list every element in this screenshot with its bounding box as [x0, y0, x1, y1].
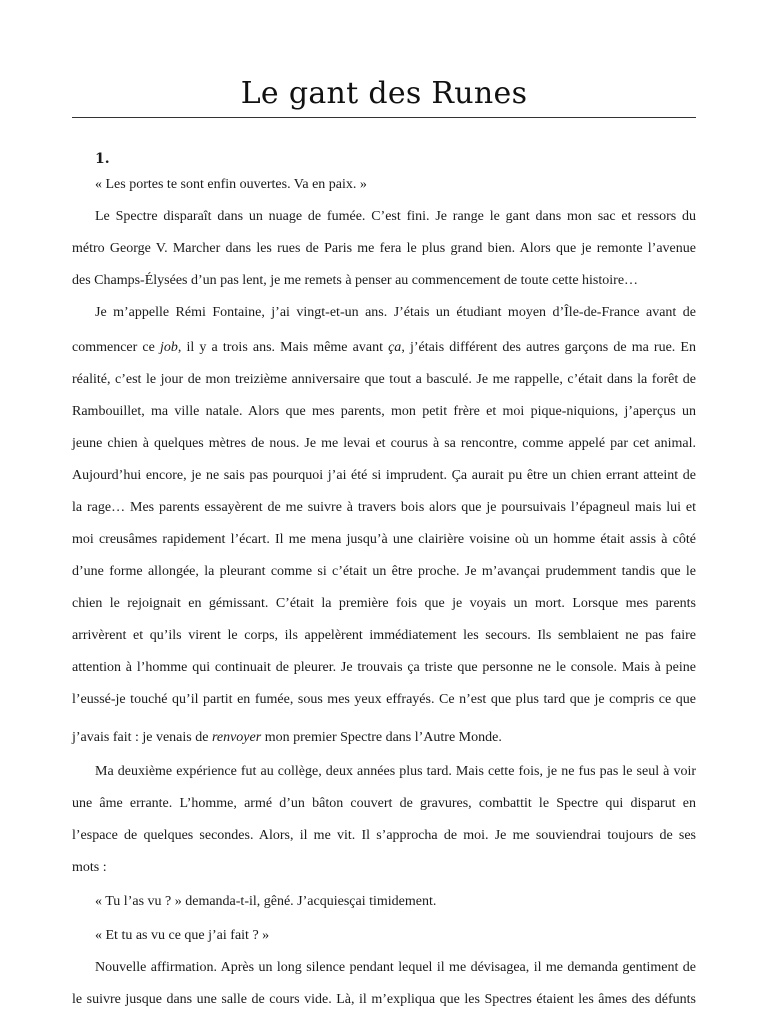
italic-word: job — [159, 340, 178, 355]
text-line: attention à l’homme qui continuait de pleurer. Je trouvais ça triste que personne ne le console. Mais à peine — [72, 660, 696, 675]
text-run: , il y a trois ans. Mais même avant — [177, 340, 389, 355]
text-run: , j’étais différent des autres garçons de ma rue. En — [401, 340, 696, 355]
text-line: Aujourd’hui encore, je ne sais pas pourquoi j’ai été si imprudent. Ça aurait pu être un chien errant atteint de — [72, 468, 696, 483]
text-line: Nouvelle affirmation. Après un long silence pendant lequel il me dévisagea, il me demanda gentiment de — [95, 960, 696, 975]
text-line — [72, 728, 696, 748]
text-line: jeune chien à quelques mètres de nous. Je me levai et courus à sa rencontre, comme appelé par cet animal. — [72, 436, 696, 451]
chapter-heading: 1. — [95, 151, 110, 167]
title-divider — [72, 117, 696, 118]
text-line: chien le rejoignait en gémissant. C’était la première fois que je voyais un mort. Lorsque mes parents — [72, 596, 696, 611]
page-title: Le gant des Runes — [240, 76, 528, 111]
text-line: arrivèrent et qu’ils virent le corps, ils appelèrent immédiatement les secours. Ils semblaient ne pas faire — [72, 628, 696, 643]
text-line: la rage… Mes parents essayèrent de me suivre à travers bois alors que je poursuivais l’épagneul mais lui et — [72, 500, 696, 515]
text-line: réalité, c’est le jour de mon treizième anniversaire que tout a basculé. Je me rappelle, c’était dans la forêt de — [72, 372, 696, 387]
text-line: métro George V. Marcher dans les rues de Paris me fera le plus grand bien. Alors que je remonte l’avenue — [72, 241, 696, 256]
text-line: le suivre jusque dans une salle de cours vide. Là, il m’expliqua que les Spectres étaient les âmes des défunts — [72, 992, 696, 1007]
text-run: mon premier Spectre dans l’Autre Monde. — [261, 730, 502, 745]
text-line: moi creusâmes rapidement l’écart. Il me mena jusqu’à une clairière voisine où un homme était assis à côté — [72, 532, 696, 547]
text-line: Je m’appelle Rémi Fontaine, j’ai vingt-et-un ans. J’étais un étudiant moyen d’Île-de-France avant de — [95, 305, 696, 320]
text-line: « Les portes te sont enfin ouvertes. Va en paix. » — [95, 177, 367, 192]
text-line: une âme errante. L’homme, armé d’un bâton couvert de gravures, combattit le Spectre qui disparut en — [72, 796, 696, 811]
text-line: Ma deuxième expérience fut au collège, deux années plus tard. Mais cette fois, je ne fus pas le seul à voir — [95, 764, 696, 779]
text-line: « Tu l’as vu ? » demanda-t-il, gêné. J’acquiesçai timidement. — [95, 894, 437, 909]
text-run: j’avais fait : je venais de — [72, 730, 212, 745]
text-line — [72, 338, 696, 358]
text-run: commencer ce — [72, 340, 160, 355]
text-line: l’espace de quelques secondes. Alors, il me vit. Il s’approcha de moi. Je me souviendrai toujours de ses — [72, 828, 696, 843]
text-line: Le Spectre disparaît dans un nuage de fumée. C’est fini. Je range le gant dans mon sac et ressors du — [95, 209, 696, 224]
text-line: l’eussé-je touché qu’il partit en fumée, sous mes yeux effrayés. Ce n’est que plus tard que je compris ce que — [72, 692, 696, 707]
text-line: mots : — [72, 860, 107, 875]
text-line: « Et tu as vu ce que j’ai fait ? » — [95, 928, 270, 943]
italic-word: renvoyer — [211, 730, 262, 745]
text-line: des Champs-Élysées d’un pas lent, je me remets à penser au commencement de toute cette histoire… — [72, 273, 639, 288]
text-line: Rambouillet, ma ville natale. Alors que mes parents, mon petit frère et moi pique-niquions, j’aperçus un — [72, 404, 696, 419]
text-line: d’une forme allongée, la pleurant comme si c’était un être proche. Je m’avançai prudemment tandis que le — [72, 564, 696, 579]
italic-word: ça — [388, 340, 402, 355]
